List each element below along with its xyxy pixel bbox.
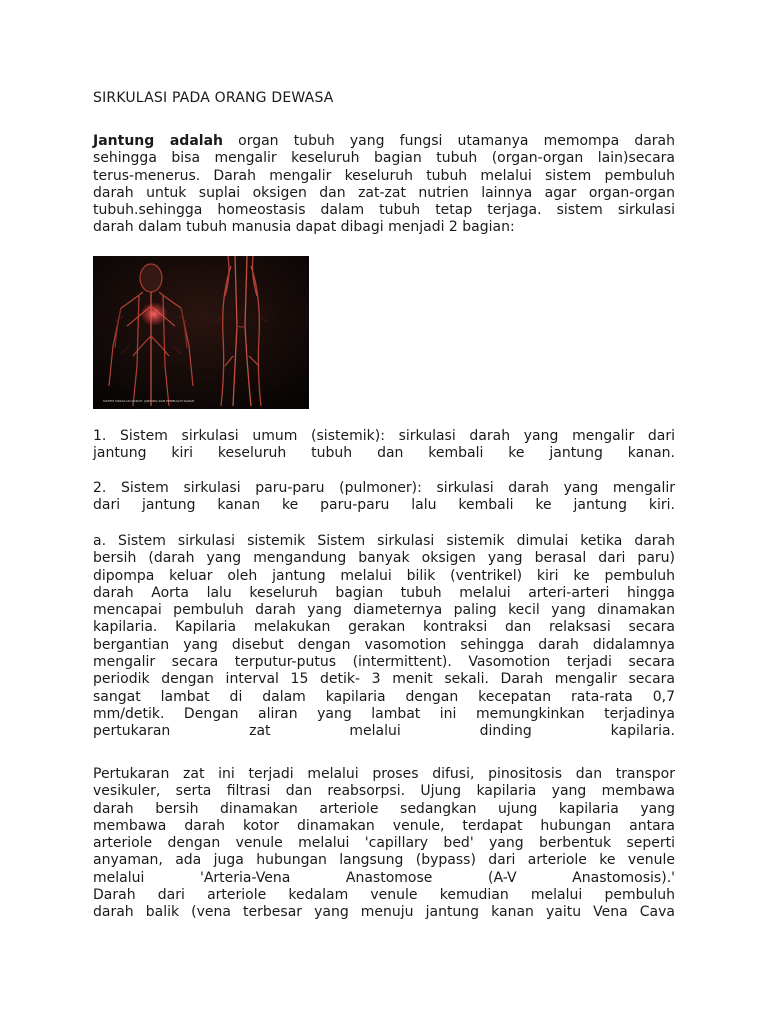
heart-glow	[140, 302, 168, 326]
section-a-line: mencapai pembuluh darah yang diameternya paling kecil yang dinamakan	[93, 602, 675, 619]
section-a-paragraph	[93, 533, 675, 741]
section-b-line: Pertukaran zat ini terjadi melalui proses difusi, pinositosis dan transpor	[93, 766, 675, 782]
section-a-line: kapilaria. Kapilaria melakukan gerakan kontraksi dan relaksasi secara	[93, 619, 675, 636]
section-b-line: vesikuler, serta filtrasi dan reabsorpsi. Ujung kapilaria yang membawa	[93, 783, 675, 800]
section-a-line: mengalir secara terputur-putus (intermittent). Vasomotion terjadi secara	[93, 654, 675, 671]
section-a-line: darah Aorta lalu keseluruh bagian tubuh melalui arteri-arteri hingga	[93, 584, 675, 601]
section-b-line: membawa darah kotor dinamakan venule, terdapat hubungan antara	[93, 817, 675, 834]
intro-line	[93, 133, 675, 150]
intro-paragraph	[93, 133, 675, 237]
section-b-line: darah bersih dinamakan arteriole sedangkan ujung kapilaria yang	[93, 800, 675, 817]
section-a-line: bergantian yang disebut dengan vasomotion sehingga darah didalamnya	[93, 636, 675, 653]
section-a-line: a. Sistem sirkulasi sistemik Sistem sirkulasi sistemik dimulai ketika darah	[93, 533, 675, 549]
item-2-paragraph	[93, 480, 675, 515]
intro-line-text: organ tubuh yang fungsi utamanya memompa darah	[222, 133, 675, 149]
item-2-line: dari jantung kanan ke paru-paru lalu kembali ke jantung kiri.	[93, 497, 675, 514]
item-2-line: 2. Sistem sirkulasi paru-paru (pulmoner): sirkulasi darah yang mengalir	[93, 480, 675, 496]
intro-line: terus-menerus. Darah mengalir keseluruh tubuh melalui sistem pembuluh	[93, 167, 675, 184]
document-title: SIRKULASI PADA ORANG DEWASA	[93, 90, 334, 106]
section-a-line: mm/detik. Dengan aliran yang lambat ini memungkinkan terjadinya	[93, 705, 675, 722]
intro-line: sehingga bisa mengalir keseluruh bagian tubuh (organ-organ lain)secara	[93, 150, 675, 167]
section-a-line: dipompa keluar oleh jantung melalui bilik (ventrikel) kiri ke pembuluh	[93, 567, 675, 584]
item-1-paragraph	[93, 428, 675, 463]
section-a-line: pertukaran zat melalui dinding kapilaria.	[93, 723, 675, 740]
section-b-line: anyaman, ada juga hubungan langsung (bypass) dari arteriole ke venule	[93, 852, 675, 869]
intro-line: tubuh.sehingga homeostasis dalam tubuh tetap terjaga. sistem sirkulasi	[93, 202, 675, 219]
intro-line: darah untuk suplai oksigen dan zat-zat nutrien lainnya agar organ-organ	[93, 184, 675, 201]
section-b-line: arteriole dengan venule melalui 'capillary bed' yang berbentuk seperti	[93, 835, 675, 852]
intro-bold-lead: Jantung adalah	[93, 133, 223, 149]
intro-line: darah dalam tubuh manusia dapat dibagi menjadi 2 bagian:	[93, 219, 515, 236]
section-b-line: Darah dari arteriole kedalam venule kemudian melalui pembuluh	[93, 887, 675, 904]
item-1-line: 1. Sistem sirkulasi umum (sistemik): sirkulasi darah yang mengalir dari	[93, 428, 675, 444]
anatomy-illustration	[93, 256, 309, 409]
section-b-line: darah balik (vena terbesar yang menuju jantung kanan yaitu Vena Cava	[93, 904, 675, 921]
section-b-line: melalui 'Arteria-Vena Anastomose (A-V Anastomosis).'	[93, 869, 675, 886]
circulatory-system-image	[93, 256, 309, 409]
section-b-paragraph	[93, 766, 675, 922]
image-caption: SISTEM SIRKULASI DARAH: JANTUNG DAN PEMBULUH DARAH	[103, 399, 195, 403]
section-a-line: sangat lambat di dalam kapilaria dengan kecepatan rata-rata 0,7	[93, 688, 675, 705]
section-a-line: periodik dengan interval 15 detik- 3 menit sekali. Darah mengalir secara	[93, 671, 675, 688]
section-a-line: bersih (darah yang mengandung banyak oksigen yang berasal dari paru)	[93, 550, 675, 567]
item-1-line: jantung kiri keseluruh tubuh dan kembali ke jantung kanan.	[93, 445, 675, 462]
